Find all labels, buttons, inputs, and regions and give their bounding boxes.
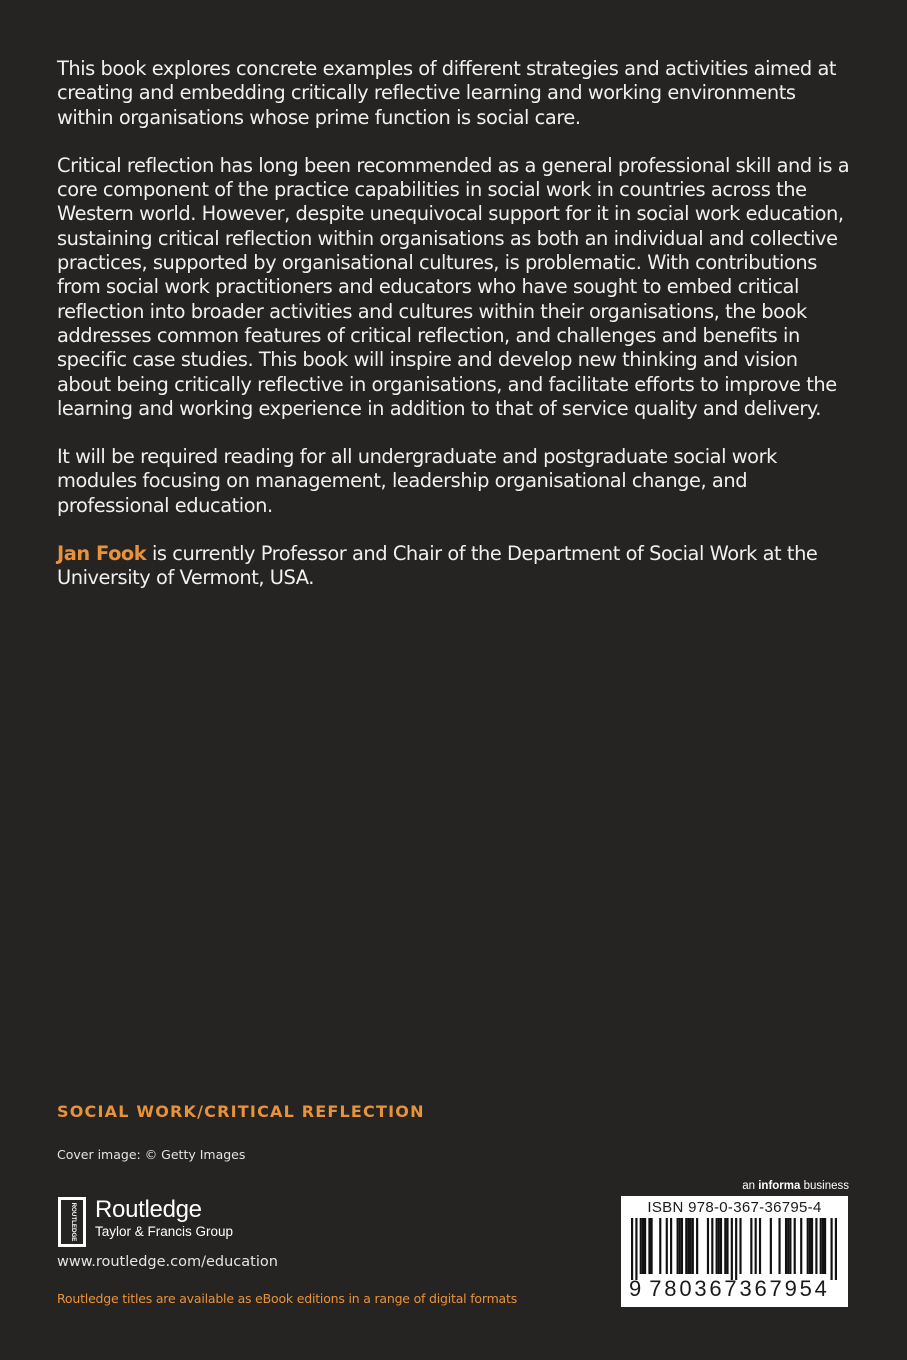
barcode-bar — [759, 1218, 761, 1274]
informa-brand: informa — [758, 1180, 801, 1192]
cover-image-credit: Cover image: © Getty Images — [57, 1147, 246, 1162]
barcode-bar — [718, 1218, 720, 1274]
subject-category: SOCIAL WORK/CRITICAL REFLECTION — [57, 1102, 425, 1121]
barcode-bar — [807, 1218, 809, 1274]
barcode-bar — [720, 1218, 722, 1274]
barcode-bar — [735, 1218, 737, 1280]
barcode-bar — [809, 1218, 811, 1274]
publisher-name: Routledge — [95, 1196, 202, 1223]
barcode-bar — [789, 1218, 791, 1274]
blurb-paragraph-3: It will be required reading for all undergraduate and postgraduate social work modules focusing on management, leadership organisational change, and professional education. — [57, 445, 777, 517]
informa-suffix: business — [803, 1180, 849, 1192]
barcode-bar — [726, 1218, 728, 1274]
barcode-bar — [755, 1218, 757, 1274]
barcode-bar — [648, 1218, 650, 1274]
barcode-bar — [635, 1218, 637, 1280]
barcode-bar — [711, 1218, 713, 1274]
barcode-bar — [739, 1218, 741, 1274]
barcode-bar — [731, 1218, 733, 1280]
barcode-bar — [778, 1218, 780, 1274]
barcode-bar — [822, 1218, 824, 1274]
informa-prefix: an — [742, 1180, 756, 1192]
barcode-bar — [750, 1218, 752, 1274]
informa-business-tagline — [742, 1180, 849, 1192]
routledge-logo-icon — [57, 1196, 87, 1248]
barcode-bar — [631, 1218, 633, 1280]
author-name: Jan Fook — [57, 542, 147, 566]
barcode-bar — [692, 1218, 694, 1274]
routledge-logo-lettering: ROUTLEDGE — [70, 1202, 77, 1242]
author-bio-text: is currently Professor and Chair of the Department of Social Work at the University of Vermont, USA. — [57, 542, 818, 590]
barcode-bar — [824, 1218, 826, 1274]
barcode-bar — [687, 1218, 689, 1274]
barcode-bar — [815, 1218, 817, 1274]
barcode-bar — [679, 1218, 681, 1274]
barcode-bar — [666, 1218, 668, 1274]
isbn-barcode — [621, 1196, 848, 1307]
publisher-website: www.routledge.com/education — [57, 1254, 278, 1270]
back-cover-blurb — [57, 57, 857, 615]
ean-digits — [629, 1276, 844, 1302]
barcode-bar — [785, 1218, 787, 1274]
barcode-bar — [794, 1218, 796, 1274]
barcode-bar — [690, 1218, 692, 1274]
barcode-bar — [681, 1218, 683, 1274]
barcode-bar — [696, 1218, 698, 1274]
ebook-note: Routledge titles are available as eBook editions in a range of digital formats — [57, 1291, 518, 1306]
barcode-bar — [830, 1218, 832, 1280]
blurb-paragraph-2: Critical reflection has long been recommended as a general professional skill and is a core component of the practice capabilities in social work in countries across the Western world. However, despite unequivocal support for it in social work education, sustaining critical reflection within organisations as both an individual and collective practices, supported by organisational cultures, is problematic. With contributions from social work practitioners and educators who have sought to embed critical reflection into broader activities and cultures within their organisations, the book addresses common features of critical reflection, and challenges and benefits in specific case studies. This book will inspire and develop new thinking and vision about being critically reflective in organisations, and facilitate efforts to improve the learning and working experience in addition to that of service quality and delivery. — [57, 153, 850, 420]
barcode-bar — [835, 1218, 837, 1280]
barcode-bar — [724, 1218, 726, 1274]
barcode-bar — [651, 1218, 653, 1274]
barcode-bar — [811, 1218, 813, 1274]
barcode-bar — [707, 1218, 709, 1274]
barcode-bar — [644, 1218, 646, 1274]
barcode-bar — [716, 1218, 718, 1274]
publisher-group: Taylor & Francis Group — [95, 1224, 234, 1239]
barcode-bar — [670, 1218, 672, 1274]
ean-first-digit: 9 — [629, 1276, 642, 1301]
ean-remaining-digits: 780367367954 — [649, 1276, 830, 1301]
barcode-bar — [640, 1218, 642, 1274]
barcode-bar — [770, 1218, 772, 1274]
barcode-bars-icon — [631, 1218, 837, 1280]
publisher-block — [57, 1196, 233, 1250]
blurb-paragraph-1: This book explores concrete examples of different strategies and activities aimed at creating and embedding critically reflective learning and working environments within organisations whose prime function is social care. — [57, 57, 837, 129]
publisher-name-group — [95, 1196, 233, 1240]
barcode-bar — [800, 1218, 802, 1274]
barcode-bar — [685, 1218, 687, 1274]
author-bio — [57, 542, 857, 591]
barcode-bar — [677, 1218, 679, 1274]
barcode-bar — [659, 1218, 661, 1274]
barcode-bar — [820, 1218, 822, 1274]
barcode-bar — [642, 1218, 644, 1274]
isbn-label: ISBN 978-0-367-36795-4 — [647, 1199, 822, 1216]
barcode-bar — [787, 1218, 789, 1274]
